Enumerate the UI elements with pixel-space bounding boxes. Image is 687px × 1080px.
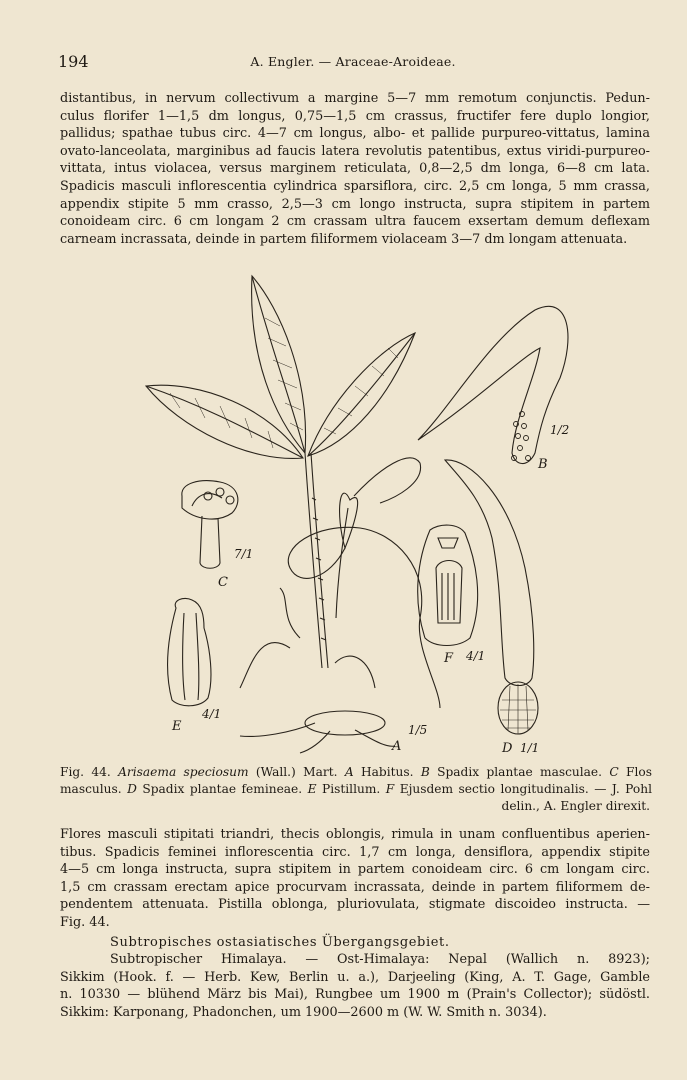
label-d: D	[502, 741, 513, 756]
text-line: appendix stipite 5 mm crasso, 2,5—3 cm longo instructa, supra stipitem in partem	[60, 196, 650, 212]
section-title: Subtropisches ostasiatisches Übergangsgebiet.	[110, 935, 450, 950]
caption-text-e: Pistillum.	[316, 782, 386, 796]
label-e: E	[172, 719, 182, 734]
text-line: culus florifer 1—1,5 dm longus, 0,75—1,5 cm crassus, fructifer fere duplo longior,	[60, 108, 650, 124]
text-line: carneam incrassata, deinde in partem filiformem violaceam 3—7 dm longam attenuata.	[60, 231, 628, 247]
male-spadix	[418, 306, 568, 463]
species-authority: (Wall.) Mart.	[248, 765, 345, 779]
text-line: distantibus, in nervum collectivum a margine 5—7 mm remotum conjunctis. Pedun-	[60, 91, 650, 106]
text-line: vittata, intus violacea, versus marginem reticulata, 0,8—2,5 dm longa, 6—8 cm lata.	[60, 161, 650, 177]
scale-c: 7/1	[234, 547, 254, 561]
caption-key-e: E	[307, 782, 317, 796]
pistil	[168, 598, 211, 705]
scale-a: 1/5	[408, 723, 428, 737]
caption-text-c: Flos	[618, 765, 652, 779]
caption-text: masculus.	[60, 782, 128, 796]
text-line: Flores masculi stipitati triandri, thecis oblongis, rimula in unam confluentibus aperien-	[60, 827, 650, 842]
text-line: Sikkim (Hook. f. — Herb. Kew, Berlin u. a.), Darjeeling (King, A. T. Gage, Gamble	[60, 969, 650, 985]
figure-caption	[60, 764, 652, 815]
text-line: conoideam circ. 6 cm longam 2 cm crassam ultra faucem exsertam demum deflexam	[60, 214, 650, 230]
page-number: 194	[58, 52, 89, 71]
scale-b: 1/2	[550, 423, 570, 437]
running-head: A. Engler. — Araceae-Aroideae.	[250, 54, 456, 69]
figure-number: Fig. 44.	[60, 765, 111, 779]
caption-key-b: B	[420, 765, 430, 779]
scale-d: 1/1	[520, 741, 540, 755]
caption-key-a: A	[344, 765, 354, 779]
caption-credit: delin., A. Engler direxit.	[501, 799, 650, 813]
caption-line	[60, 781, 652, 798]
scale-e: 4/1	[202, 707, 222, 721]
habit-leaves	[146, 276, 415, 458]
label-f: F	[444, 651, 454, 666]
caption-text-a: Habitus.	[353, 765, 421, 779]
label-a: A	[392, 739, 402, 754]
text-line: pendentem attenuata. Pistilla oblonga, pluriovulata, stigmate discoideo instructa. —	[60, 897, 650, 913]
text-line: Subtropischer Himalaya. — Ost-Himalaya: Nepal (Wallich n. 8923);	[110, 952, 650, 967]
text-line: Fig. 44.	[60, 914, 110, 930]
species-name: Arisaema speciosum	[118, 765, 249, 779]
pistil-section	[418, 525, 478, 645]
caption-text-d: Spadix plantae feminеae.	[136, 782, 308, 796]
caption-key-f: F	[385, 782, 395, 796]
scale-f: 4/1	[466, 649, 486, 663]
distribution-paragraph	[60, 951, 650, 1021]
text-line: 4—5 cm longa instructa, supra stipitem in partem conoideam circ. 6 cm longam circ.	[60, 862, 650, 878]
female-spadix	[445, 460, 538, 734]
text-line: tibus. Spadicis feminei inflorescentia circ. 1,7 cm longa, densiflora, appendix stipite	[60, 844, 650, 860]
text-line: ovato-lanceolata, marginibus ad faucis latera revolutis patentibus, extus viridi-purpureo-	[60, 143, 650, 159]
caption-text-b: Spadix plantae masculae.	[429, 765, 610, 779]
caption-line	[60, 764, 652, 781]
flower-description-paragraph	[60, 826, 650, 932]
caption-key-d: D	[127, 782, 137, 796]
botanical-illustration	[140, 268, 590, 758]
male-flower	[182, 481, 238, 569]
text-line: Spadicis masculi inflorescentia cylindrica sparsiflora, circ. 2,5 cm longa, 5 mm crassa,	[60, 178, 650, 194]
caption-key-c: C	[609, 765, 619, 779]
caption-text-f: Ejusdem sectio longitudinalis. — J. Pohl	[394, 782, 652, 796]
description-paragraph	[60, 90, 650, 248]
page-header	[58, 52, 648, 74]
text-line: 1,5 cm crassam erectam apice procurvam incrassata, deinde in partem filiformem de-	[60, 879, 650, 895]
label-c: C	[218, 575, 228, 590]
habit-stem	[240, 453, 440, 753]
text-line: n. 10330 — blühend März bis Mai), Rungbee um 1900 m (Prain's Collector); südöstl.	[60, 987, 650, 1003]
text-line: Sikkim: Karponang, Phadonchen, um 1900—2600 m (W. W. Smith n. 3034).	[60, 1004, 547, 1020]
label-b: B	[538, 457, 548, 472]
text-line: pallidus; spathae tubus circ. 4—7 cm longus, albo- et pallide purpureo-vittatus, lamina	[60, 126, 650, 142]
